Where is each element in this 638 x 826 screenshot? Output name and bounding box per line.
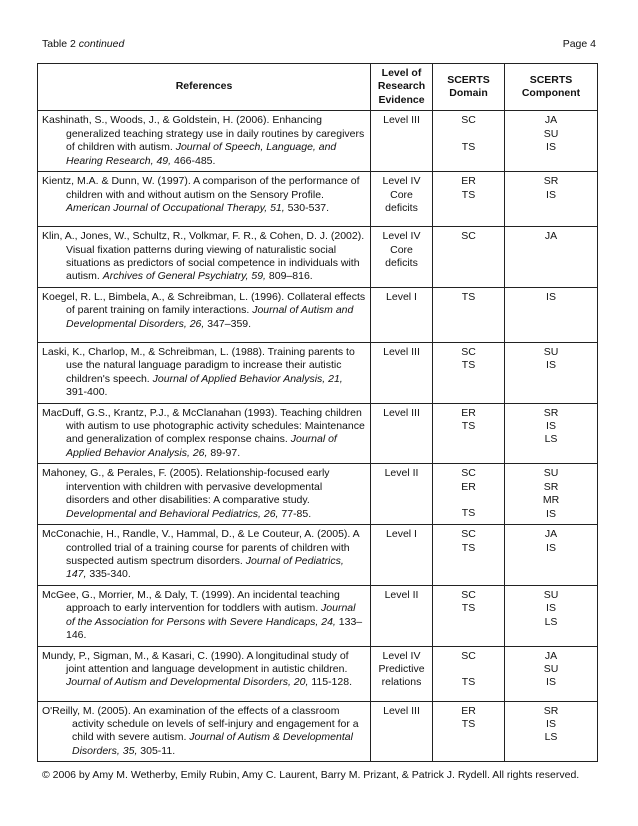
page-number: Page 4 xyxy=(562,38,596,50)
scerts-component-value: IS xyxy=(546,602,556,615)
evidence-level-value: Predictive xyxy=(378,663,425,675)
evidence-level-cell xyxy=(371,342,433,403)
scerts-domain-value: TS xyxy=(461,140,476,153)
table-row xyxy=(38,701,598,762)
citation-pages: 77-85. xyxy=(278,507,312,520)
citation-journal: Journal of Pediatrics, 147, xyxy=(66,554,344,581)
scerts-component-value: JA xyxy=(544,649,558,662)
reference-cell xyxy=(38,464,371,525)
scerts-domain-value: ER xyxy=(461,406,476,419)
scerts-domain-value: TS xyxy=(461,420,476,432)
citation-text: MacDuff, G.S., Krantz, P.J., & McClanahan (1993). Teaching children with autism to use photographic activity schedules: Maintenance and generalization of complex response chains. xyxy=(42,406,365,446)
scerts-component-value: LS xyxy=(544,615,558,628)
evidence-level-value: deficits xyxy=(385,201,418,214)
citation-journal: Journal of Autism and Developmental Disorders, 26, xyxy=(66,304,354,330)
citation-text: Klin, A., Jones, W., Schultz, R., Volkmar, F. R., & Cohen, D. J. (2002). Visual fixation patterns during viewing of naturalistic social situations as predictors of social competence in individuals with autism. xyxy=(42,230,365,283)
scerts-domain-value: SC xyxy=(461,114,476,127)
scerts-domain-value: SC xyxy=(461,588,476,601)
scerts-component-value: SR xyxy=(543,406,559,419)
evidence-level-value: Core xyxy=(390,243,413,256)
scerts-component-value: IS xyxy=(546,718,556,730)
scerts-component-cell xyxy=(505,172,598,227)
citation-text: McGee, G., Morrier, M., & Daly, T. (1999). An incidental teaching approach to early intervention for toddlers with autism. xyxy=(42,588,340,615)
table-row xyxy=(38,227,598,288)
evidence-level-cell xyxy=(371,227,433,288)
blank-line xyxy=(437,663,500,676)
reference-citation xyxy=(42,650,366,690)
reference-cell xyxy=(38,111,371,172)
scerts-component-value: IS xyxy=(546,290,556,303)
blank-line xyxy=(437,494,500,507)
scerts-domain-cell xyxy=(433,646,505,701)
scerts-component-value: IS xyxy=(546,676,556,689)
scerts-component-value: SU xyxy=(543,663,559,675)
evidence-level-value: Level III xyxy=(383,114,420,127)
scerts-domain-value: TS xyxy=(461,359,476,372)
evidence-level-cell xyxy=(371,464,433,525)
scerts-component-value: JA xyxy=(544,528,558,541)
reference-cell xyxy=(38,646,371,701)
reference-citation xyxy=(42,230,366,284)
citation-text: Mahoney, G., & Perales, F. (2005). Relationship-focused early intervention with children with pervasive developmental disorders and other disabilities: A comparative study. xyxy=(42,467,330,507)
scerts-component-value: SR xyxy=(543,175,559,188)
scerts-component-value: IS xyxy=(546,420,556,432)
scerts-component-value: SR xyxy=(543,480,559,493)
scerts-domain-cell xyxy=(433,701,505,762)
citation-journal: Developmental and Behavioral Pediatrics, 26, xyxy=(66,507,279,520)
table-row xyxy=(38,646,598,701)
citation-text: McConachie, H., Randle, V., Hammal, D., & Le Couteur, A. (2005). A controlled trial of a training course for parents of children with suspected autism spectrum disorders. xyxy=(42,528,360,567)
citation-pages: 335-340. xyxy=(86,568,131,581)
evidence-level-value: Level III xyxy=(383,406,420,419)
evidence-level-value: Core xyxy=(390,188,413,201)
header-level: Level of Research Evidence xyxy=(371,64,433,111)
scerts-domain-cell xyxy=(433,287,505,342)
scerts-domain-value: ER xyxy=(461,480,476,493)
scerts-component-cell xyxy=(505,227,598,288)
evidence-level-value: Level I xyxy=(386,528,417,541)
scerts-component-cell xyxy=(505,646,598,701)
scerts-component-value: JA xyxy=(544,230,558,243)
evidence-level-value: Level I xyxy=(386,290,417,303)
scerts-domain-value: SC xyxy=(461,345,476,358)
citation-journal: American Journal of Occupational Therapy, 51, xyxy=(66,201,285,214)
scerts-component-value: SU xyxy=(543,467,559,480)
scerts-component-value: IS xyxy=(546,141,556,154)
scerts-domain-cell xyxy=(433,585,505,646)
table-row xyxy=(38,172,598,227)
references-table xyxy=(37,63,598,762)
scerts-domain-cell xyxy=(433,403,505,464)
scerts-domain-cell xyxy=(433,342,505,403)
citation-pages: 809–816. xyxy=(265,270,313,283)
scerts-domain-cell xyxy=(433,111,505,172)
header-domain: SCERTS Domain xyxy=(433,64,505,111)
citation-pages: 530-537. xyxy=(284,201,330,214)
scerts-domain-value: TS xyxy=(461,188,476,201)
scerts-component-value: MR xyxy=(542,494,560,507)
scerts-domain-value: SC xyxy=(461,230,476,243)
reference-cell xyxy=(38,403,371,464)
header-references: References xyxy=(38,64,371,111)
reference-citation xyxy=(42,407,366,461)
scerts-component-value: SU xyxy=(543,345,559,358)
scerts-domain-cell xyxy=(433,172,505,227)
scerts-domain-cell xyxy=(433,464,505,525)
copyright-footer: © 2006 by Amy M. Wetherby, Emily Rubin, Amy C. Laurent, Barry M. Prizant, & Patrick J. Rydell. All rights reserved. xyxy=(42,769,580,781)
scerts-component-cell xyxy=(505,701,598,762)
scerts-domain-value: TS xyxy=(461,718,476,730)
scerts-domain-value: SC xyxy=(461,467,476,480)
reference-citation xyxy=(42,291,366,331)
scerts-component-value: IS xyxy=(546,188,556,201)
scerts-component-value: IS xyxy=(546,359,556,372)
table-row xyxy=(38,111,598,172)
scerts-component-cell xyxy=(505,525,598,586)
citation-pages: 115-128. xyxy=(308,676,352,689)
evidence-level-cell xyxy=(371,585,433,646)
citation-text: Kientz, M.A. & Dunn, W. (1997). A comparison of the performance of children with and without autism on the Sensory Profile. xyxy=(42,175,360,201)
evidence-level-value: Level IV xyxy=(382,649,421,662)
reference-cell xyxy=(38,287,371,342)
evidence-level-value: Level IV xyxy=(382,230,421,243)
reference-citation xyxy=(42,346,366,400)
reference-citation xyxy=(42,528,366,582)
scerts-domain-value: ER xyxy=(461,175,476,188)
evidence-level-cell xyxy=(371,287,433,342)
table-body xyxy=(38,111,598,762)
reference-citation xyxy=(42,705,366,759)
citation-text: Kashinath, S., Woods, J., & Goldstein, H. (2006). Enhancing generalized teaching strategy use in daily routines by caregivers of children with autism. xyxy=(42,114,365,154)
scerts-domain-value: SC xyxy=(461,649,476,662)
citation-text: Laski, K., Charlop, M., & Schreibman, L. (1988). Training parents to use the natural language paradigm to increase their autistic children's speech. xyxy=(42,345,355,385)
table-row xyxy=(38,287,598,342)
citation-journal: Journal of the Association for Persons with Severe Handicaps, 24, xyxy=(66,602,356,628)
scerts-component-value: JA xyxy=(544,114,558,127)
table-row xyxy=(38,464,598,525)
scerts-component-value: LS xyxy=(544,433,558,446)
citation-pages: 305-11. xyxy=(137,744,176,757)
citation-journal: Journal of Speech, Language, and Hearing Research, 49, xyxy=(66,141,337,167)
reference-cell xyxy=(38,585,371,646)
citation-pages: 391-400. xyxy=(66,386,108,399)
scerts-domain-value: TS xyxy=(461,676,476,688)
scerts-component-value: SR xyxy=(543,704,559,717)
citation-journal: Journal of Applied Behavior Analysis, 26, xyxy=(66,433,337,459)
reference-cell xyxy=(38,525,371,586)
reference-cell xyxy=(38,701,371,762)
table-row xyxy=(38,342,598,403)
reference-citation xyxy=(42,175,366,215)
table-row xyxy=(38,585,598,646)
evidence-level-value: Level III xyxy=(383,704,420,717)
scerts-component-value: SU xyxy=(543,127,559,140)
continued-word: continued xyxy=(78,38,125,50)
citation-text: O'Reilly, M. (2005). An examination of the effects of a classroom activity schedule on levels of self-injury and engagement for a child with severe autism. xyxy=(42,704,359,744)
scerts-domain-cell xyxy=(433,525,505,586)
scerts-component-cell xyxy=(505,403,598,464)
scerts-domain-value: TS xyxy=(461,507,476,520)
scerts-component-value: IS xyxy=(546,541,556,554)
evidence-level-cell xyxy=(371,646,433,701)
scerts-component-value: SU xyxy=(543,588,559,601)
table-continued-label xyxy=(42,38,124,50)
evidence-level-value: relations xyxy=(381,676,422,689)
reference-citation xyxy=(42,589,366,643)
scerts-component-value: IS xyxy=(546,507,556,520)
table-header-row xyxy=(38,64,598,111)
reference-cell xyxy=(38,227,371,288)
header-component: SCERTS Component xyxy=(505,64,598,111)
citation-journal: Journal of Autism and Developmental Disorders, 20, xyxy=(66,676,309,689)
scerts-domain-value: TS xyxy=(461,541,476,554)
reference-cell xyxy=(38,172,371,227)
evidence-level-cell xyxy=(371,403,433,464)
scerts-domain-value: SC xyxy=(461,528,476,541)
blank-line xyxy=(437,128,500,141)
scerts-domain-value: ER xyxy=(461,704,476,717)
citation-journal: Archives of General Psychiatry, 59, xyxy=(102,270,266,283)
citation-pages: 133–146. xyxy=(66,615,363,642)
table-row xyxy=(38,403,598,464)
citation-text: Mundy, P., Sigman, M., & Kasari, C. (1990). A longitudinal study of joint attention and language development in autistic children. xyxy=(42,649,349,675)
reference-citation xyxy=(42,467,366,521)
reference-cell xyxy=(38,342,371,403)
evidence-level-cell xyxy=(371,701,433,762)
scerts-component-cell xyxy=(505,111,598,172)
evidence-level-value: Level II xyxy=(384,467,419,480)
table-row xyxy=(38,525,598,586)
evidence-level-cell xyxy=(371,111,433,172)
scerts-domain-value: TS xyxy=(461,602,476,615)
evidence-level-value: deficits xyxy=(385,256,418,269)
scerts-component-cell xyxy=(505,585,598,646)
scerts-component-value: LS xyxy=(544,731,558,744)
table-number: Table 2 xyxy=(42,38,76,50)
evidence-level-value: Level III xyxy=(383,345,420,358)
scerts-component-cell xyxy=(505,287,598,342)
scerts-domain-value: TS xyxy=(461,290,476,303)
evidence-level-cell xyxy=(371,525,433,586)
citation-text: Koegel, R. L., Bimbela, A., & Schreibman, L. (1996). Collateral effects of parent training on family interactions. xyxy=(42,290,366,317)
reference-citation xyxy=(42,114,366,168)
citation-pages: 466-485. xyxy=(171,154,216,167)
evidence-level-value: Level II xyxy=(384,588,419,601)
scerts-component-cell xyxy=(505,342,598,403)
citation-journal: Journal of Autism & Developmental Disorders, 35, xyxy=(72,731,353,757)
citation-pages: 347–359. xyxy=(204,317,252,330)
scerts-component-cell xyxy=(505,464,598,525)
scerts-domain-cell xyxy=(433,227,505,288)
citation-pages: 89-97. xyxy=(207,446,241,459)
evidence-level-value: Level IV xyxy=(382,175,421,188)
evidence-level-cell xyxy=(371,172,433,227)
citation-journal: Journal of Applied Behavior Analysis, 21, xyxy=(152,372,343,385)
